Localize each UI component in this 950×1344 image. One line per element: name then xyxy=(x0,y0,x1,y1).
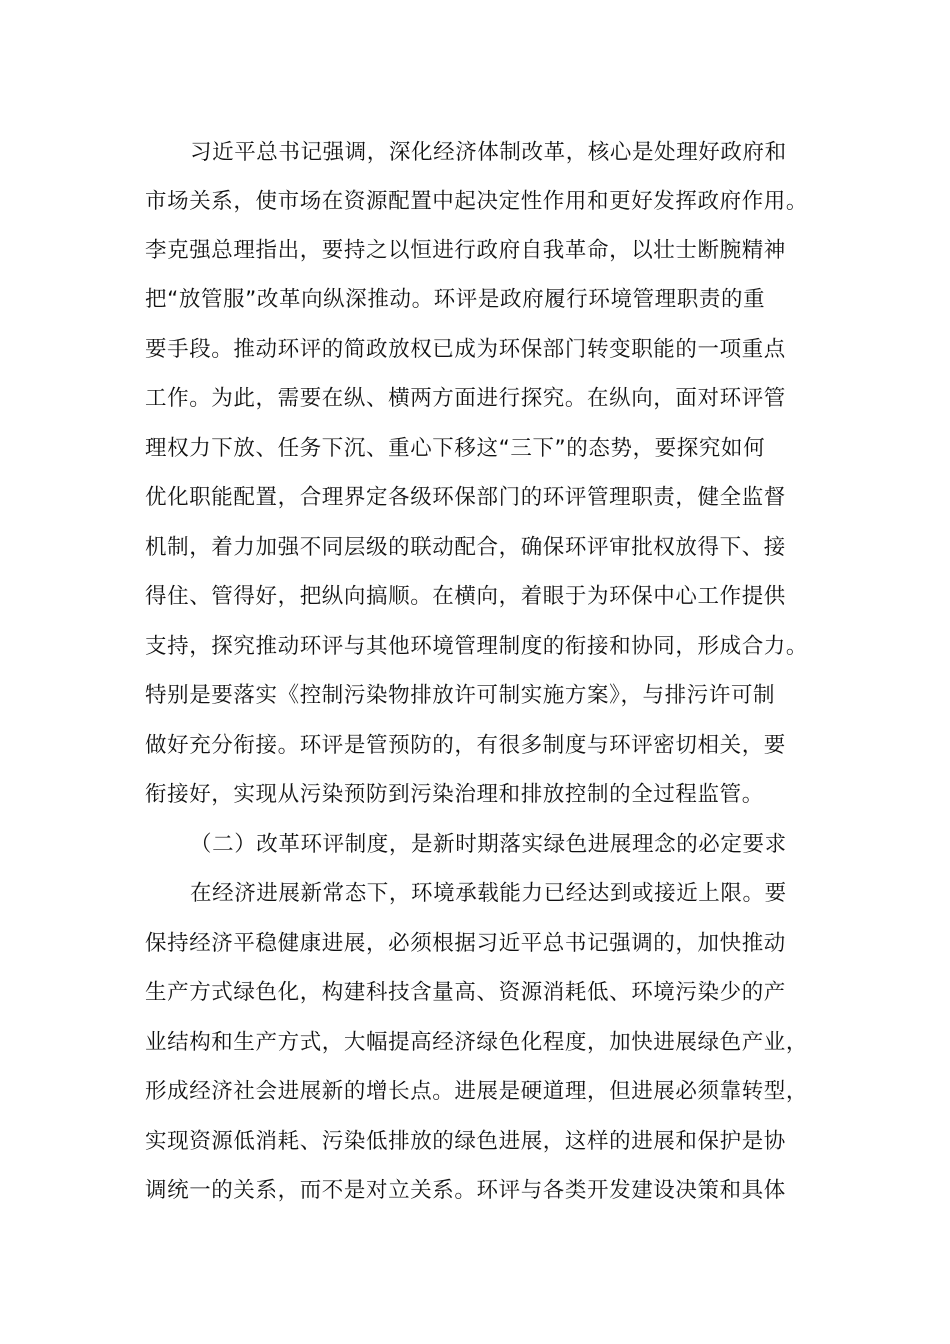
paragraph-1-line-5: 要手段。推动环评的简政放权已成为环保部门转变职能的一项重点 xyxy=(145,337,786,362)
paragraph-1-line-10: 得住、管得好，把纵向搞顺。在横向，着眼于为环保中心工作提供 xyxy=(145,584,786,609)
paragraph-1-line-11: 支持，探究推动环评与其他环境管理制度的衔接和协同，形成合力。 xyxy=(145,634,809,659)
paragraph-1-line-1: 习近平总书记强调，深化经济体制改革，核心是处理好政府和 xyxy=(190,140,787,165)
paragraph-2-line-3: 生产方式绿色化，构建科技含量高、资源消耗低、环境污染少的产 xyxy=(145,980,786,1005)
paragraph-2-line-7: 调统一的关系，而不是对立关系。环评与各类开发建设决策和具体 xyxy=(145,1178,786,1203)
paragraph-1-line-13: 做好充分衔接。环评是管预防的，有很多制度与环评密切相关，要 xyxy=(145,733,786,758)
paragraph-2-line-6: 实现资源低消耗、污染低排放的绿色进展，这样的进展和保护是协 xyxy=(145,1129,786,1154)
paragraph-2-line-2: 保持经济平稳健康进展，必须根据习近平总书记强调的，加快推动 xyxy=(145,931,786,956)
paragraph-2-line-5: 形成经济社会进展新的增长点。进展是硬道理，但进展必须靠转型， xyxy=(145,1079,809,1104)
paragraph-2-line-4: 业结构和生产方式，大幅提高经济绿色化程度，加快进展绿色产业， xyxy=(145,1030,809,1055)
paragraph-1-line-14: 衔接好，实现从污染预防到污染治理和排放控制的全过程监管。 xyxy=(145,782,764,807)
paragraph-1-line-3: 李克强总理指出，要持之以恒进行政府自我革命，以壮士断腕精神 xyxy=(145,238,786,263)
paragraph-1-line-9: 机制，着力加强不同层级的联动配合，确保环评审批权放得下、接 xyxy=(145,535,786,560)
paragraph-2-line-1: 在经济进展新常态下，环境承载能力已经达到或接近上限。要 xyxy=(190,881,787,906)
paragraph-1-line-8: 优化职能配置，合理界定各级环保部门的环评管理职责，健全监督 xyxy=(145,485,786,510)
paragraph-1-line-2: 市场关系，使市场在资源配置中起决定性作用和更好发挥政府作用。 xyxy=(145,189,809,214)
paragraph-1-line-12: 特别是要落实《控制污染物排放许可制实施方案》，与排污许可制 xyxy=(145,683,776,708)
paragraph-1-line-6: 工作。为此，需要在纵、横两方面进行探究。在纵向，面对环评管 xyxy=(145,386,786,411)
paragraph-1-line-4: 把“放管服”改革向纵深推动。环评是政府履行环境管理职责的重 xyxy=(145,287,766,312)
section-heading: （二）改革环评制度，是新时期落实绿色进展理念的必定要求 xyxy=(190,832,787,857)
paragraph-1-line-7: 理权力下放、任务下沉、重心下移这“三下”的态势，要探究如何 xyxy=(145,436,766,461)
